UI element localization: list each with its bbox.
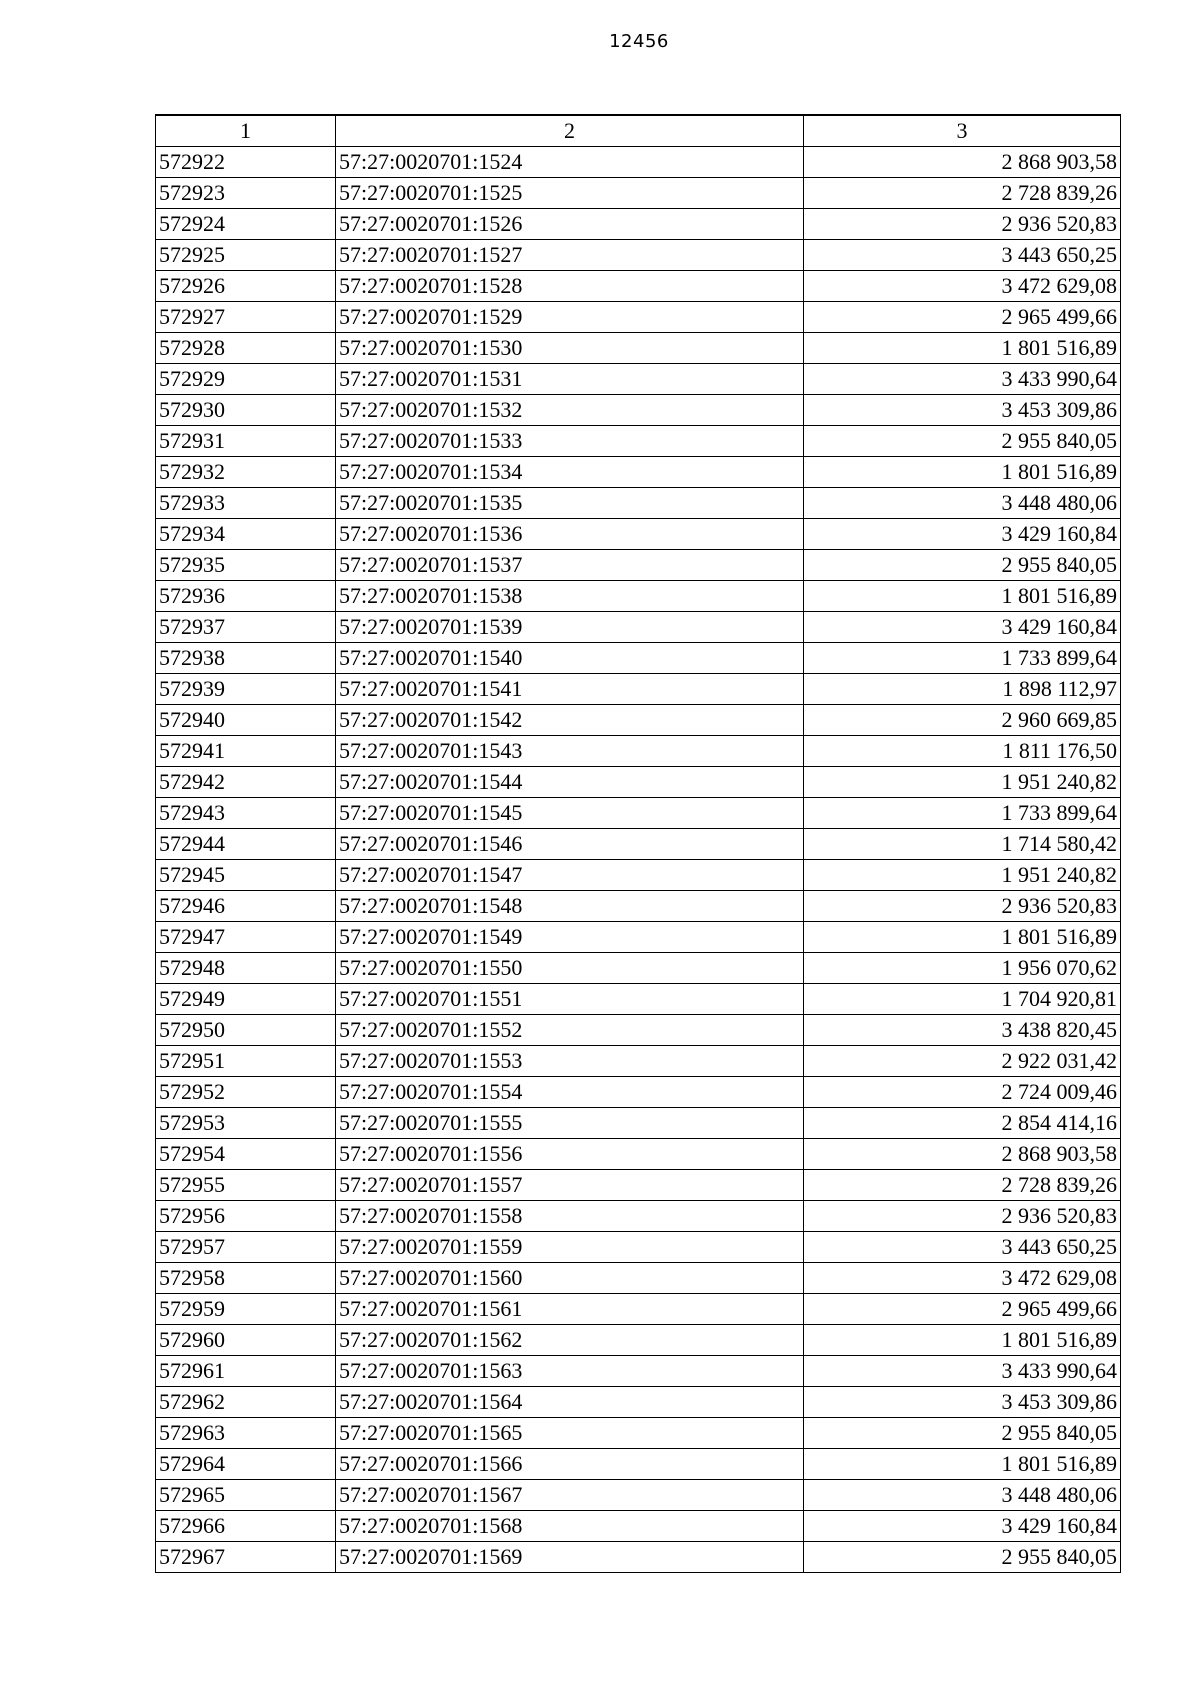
value-cell: 2 955 840,05 [804,550,1121,581]
cadastral-number-cell: 57:27:0020701:1552 [336,1015,804,1046]
value-cell: 3 443 650,25 [804,240,1121,271]
value-cell: 2 728 839,26 [804,178,1121,209]
table-row [156,984,1121,1015]
value-cell: 2 936 520,83 [804,891,1121,922]
cadastral-number-cell: 57:27:0020701:1549 [336,922,804,953]
table-row [156,550,1121,581]
row-id-cell: 572952 [156,1077,336,1108]
table-row [156,147,1121,178]
column-header-3: 3 [804,115,1121,147]
row-id-cell: 572963 [156,1418,336,1449]
row-id-cell: 572929 [156,364,336,395]
row-id-cell: 572939 [156,674,336,705]
table-row [156,1015,1121,1046]
value-cell: 3 443 650,25 [804,1232,1121,1263]
table-row [156,488,1121,519]
table-row [156,1449,1121,1480]
value-cell: 3 472 629,08 [804,1263,1121,1294]
header-row [156,115,1121,147]
cadastral-number-cell: 57:27:0020701:1547 [336,860,804,891]
cadastral-number-cell: 57:27:0020701:1533 [336,426,804,457]
cadastral-number-cell: 57:27:0020701:1530 [336,333,804,364]
value-cell: 1 898 112,97 [804,674,1121,705]
table-row [156,1325,1121,1356]
table-row [156,922,1121,953]
row-id-cell: 572956 [156,1201,336,1232]
cadastral-number-cell: 57:27:0020701:1544 [336,767,804,798]
row-id-cell: 572937 [156,612,336,643]
table-row [156,209,1121,240]
cadastral-number-cell: 57:27:0020701:1546 [336,829,804,860]
row-id-cell: 572962 [156,1387,336,1418]
cadastral-number-cell: 57:27:0020701:1561 [336,1294,804,1325]
cadastral-number-cell: 57:27:0020701:1566 [336,1449,804,1480]
row-id-cell: 572933 [156,488,336,519]
cadastral-number-cell: 57:27:0020701:1526 [336,209,804,240]
row-id-cell: 572932 [156,457,336,488]
table-row [156,1201,1121,1232]
table-row [156,395,1121,426]
cadastral-number-cell: 57:27:0020701:1529 [336,302,804,333]
row-id-cell: 572926 [156,271,336,302]
value-cell: 3 448 480,06 [804,488,1121,519]
page-number: 12456 [609,31,669,52]
value-cell: 2 965 499,66 [804,302,1121,333]
value-cell: 3 429 160,84 [804,612,1121,643]
row-id-cell: 572922 [156,147,336,178]
column-header-1: 1 [156,115,336,147]
row-id-cell: 572948 [156,953,336,984]
row-id-cell: 572959 [156,1294,336,1325]
cadastral-number-cell: 57:27:0020701:1542 [336,705,804,736]
row-id-cell: 572964 [156,1449,336,1480]
value-cell: 3 453 309,86 [804,395,1121,426]
value-cell: 1 704 920,81 [804,984,1121,1015]
table-row [156,1077,1121,1108]
table-row [156,829,1121,860]
table-row [156,364,1121,395]
cadastral-number-cell: 57:27:0020701:1559 [336,1232,804,1263]
table-row [156,736,1121,767]
row-id-cell: 572942 [156,767,336,798]
value-cell: 1 811 176,50 [804,736,1121,767]
row-id-cell: 572941 [156,736,336,767]
value-cell: 2 955 840,05 [804,426,1121,457]
register-table [155,114,1121,1573]
row-id-cell: 572949 [156,984,336,1015]
cadastral-number-cell: 57:27:0020701:1528 [336,271,804,302]
value-cell: 3 453 309,86 [804,1387,1121,1418]
cadastral-number-cell: 57:27:0020701:1527 [336,240,804,271]
table-row [156,1542,1121,1573]
table-row [156,1356,1121,1387]
cadastral-number-cell: 57:27:0020701:1557 [336,1170,804,1201]
cadastral-number-cell: 57:27:0020701:1562 [336,1325,804,1356]
value-cell: 2 922 031,42 [804,1046,1121,1077]
table-row [156,519,1121,550]
row-id-cell: 572953 [156,1108,336,1139]
value-cell: 2 728 839,26 [804,1170,1121,1201]
cadastral-number-cell: 57:27:0020701:1531 [336,364,804,395]
value-cell: 2 868 903,58 [804,1139,1121,1170]
table-row [156,705,1121,736]
cadastral-number-cell: 57:27:0020701:1535 [336,488,804,519]
row-id-cell: 572925 [156,240,336,271]
table-row [156,891,1121,922]
row-id-cell: 572923 [156,178,336,209]
cadastral-number-cell: 57:27:0020701:1551 [336,984,804,1015]
row-id-cell: 572931 [156,426,336,457]
value-cell: 2 724 009,46 [804,1077,1121,1108]
value-cell: 2 955 840,05 [804,1542,1121,1573]
value-cell: 1 801 516,89 [804,922,1121,953]
table-row [156,426,1121,457]
row-id-cell: 572954 [156,1139,336,1170]
cadastral-number-cell: 57:27:0020701:1534 [336,457,804,488]
table-row [156,1263,1121,1294]
value-cell: 1 801 516,89 [804,1325,1121,1356]
value-cell: 2 960 669,85 [804,705,1121,736]
cadastral-number-cell: 57:27:0020701:1550 [336,953,804,984]
cadastral-number-cell: 57:27:0020701:1554 [336,1077,804,1108]
value-cell: 3 438 820,45 [804,1015,1121,1046]
row-id-cell: 572950 [156,1015,336,1046]
table-row [156,1511,1121,1542]
cadastral-number-cell: 57:27:0020701:1553 [336,1046,804,1077]
row-id-cell: 572961 [156,1356,336,1387]
row-id-cell: 572945 [156,860,336,891]
row-id-cell: 572938 [156,643,336,674]
row-id-cell: 572955 [156,1170,336,1201]
value-cell: 2 955 840,05 [804,1418,1121,1449]
cadastral-number-cell: 57:27:0020701:1563 [336,1356,804,1387]
table-row [156,767,1121,798]
cadastral-number-cell: 57:27:0020701:1555 [336,1108,804,1139]
value-cell: 1 951 240,82 [804,767,1121,798]
cadastral-number-cell: 57:27:0020701:1556 [336,1139,804,1170]
cadastral-number-cell: 57:27:0020701:1539 [336,612,804,643]
table-row [156,1108,1121,1139]
row-id-cell: 572957 [156,1232,336,1263]
row-id-cell: 572967 [156,1542,336,1573]
row-id-cell: 572930 [156,395,336,426]
cadastral-number-cell: 57:27:0020701:1569 [336,1542,804,1573]
value-cell: 1 801 516,89 [804,457,1121,488]
table-row [156,581,1121,612]
table-header [156,115,1121,147]
value-cell: 3 472 629,08 [804,271,1121,302]
value-cell: 3 429 160,84 [804,1511,1121,1542]
row-id-cell: 572940 [156,705,336,736]
table-row [156,1139,1121,1170]
table-row [156,1387,1121,1418]
row-id-cell: 572944 [156,829,336,860]
value-cell: 2 936 520,83 [804,1201,1121,1232]
row-id-cell: 572960 [156,1325,336,1356]
row-id-cell: 572935 [156,550,336,581]
row-id-cell: 572966 [156,1511,336,1542]
value-cell: 3 429 160,84 [804,519,1121,550]
value-cell: 1 801 516,89 [804,333,1121,364]
value-cell: 1 801 516,89 [804,581,1121,612]
row-id-cell: 572924 [156,209,336,240]
cadastral-number-cell: 57:27:0020701:1524 [336,147,804,178]
value-cell: 1 801 516,89 [804,1449,1121,1480]
cadastral-number-cell: 57:27:0020701:1525 [336,178,804,209]
table-row [156,457,1121,488]
table-row [156,612,1121,643]
value-cell: 3 433 990,64 [804,364,1121,395]
table-row [156,302,1121,333]
value-cell: 2 854 414,16 [804,1108,1121,1139]
table-row [156,1046,1121,1077]
value-cell: 1 956 070,62 [804,953,1121,984]
value-cell: 2 965 499,66 [804,1294,1121,1325]
table-row [156,333,1121,364]
table-row [156,271,1121,302]
table-row [156,1418,1121,1449]
cadastral-number-cell: 57:27:0020701:1567 [336,1480,804,1511]
value-cell: 3 448 480,06 [804,1480,1121,1511]
row-id-cell: 572951 [156,1046,336,1077]
column-header-2: 2 [336,115,804,147]
table-row [156,1480,1121,1511]
table-row [156,674,1121,705]
cadastral-number-cell: 57:27:0020701:1558 [336,1201,804,1232]
table-row [156,953,1121,984]
table-row [156,178,1121,209]
table-row [156,798,1121,829]
table-row [156,1170,1121,1201]
value-cell: 2 936 520,83 [804,209,1121,240]
row-id-cell: 572946 [156,891,336,922]
row-id-cell: 572936 [156,581,336,612]
row-id-cell: 572927 [156,302,336,333]
value-cell: 1 733 899,64 [804,643,1121,674]
table-body [156,147,1121,1573]
cadastral-number-cell: 57:27:0020701:1568 [336,1511,804,1542]
value-cell: 1 951 240,82 [804,860,1121,891]
cadastral-number-cell: 57:27:0020701:1543 [336,736,804,767]
row-id-cell: 572958 [156,1263,336,1294]
cadastral-number-cell: 57:27:0020701:1548 [336,891,804,922]
row-id-cell: 572965 [156,1480,336,1511]
cadastral-number-cell: 57:27:0020701:1540 [336,643,804,674]
cadastral-number-cell: 57:27:0020701:1536 [336,519,804,550]
cadastral-number-cell: 57:27:0020701:1564 [336,1387,804,1418]
cadastral-number-cell: 57:27:0020701:1532 [336,395,804,426]
table-row [156,240,1121,271]
value-cell: 3 433 990,64 [804,1356,1121,1387]
cadastral-number-cell: 57:27:0020701:1565 [336,1418,804,1449]
row-id-cell: 572928 [156,333,336,364]
value-cell: 1 733 899,64 [804,798,1121,829]
cadastral-number-cell: 57:27:0020701:1545 [336,798,804,829]
cadastral-number-cell: 57:27:0020701:1560 [336,1263,804,1294]
table-row [156,1294,1121,1325]
table-row [156,643,1121,674]
row-id-cell: 572934 [156,519,336,550]
cadastral-number-cell: 57:27:0020701:1537 [336,550,804,581]
value-cell: 1 714 580,42 [804,829,1121,860]
table-row [156,1232,1121,1263]
table-row [156,860,1121,891]
value-cell: 2 868 903,58 [804,147,1121,178]
cadastral-number-cell: 57:27:0020701:1538 [336,581,804,612]
cadastral-number-cell: 57:27:0020701:1541 [336,674,804,705]
row-id-cell: 572943 [156,798,336,829]
row-id-cell: 572947 [156,922,336,953]
